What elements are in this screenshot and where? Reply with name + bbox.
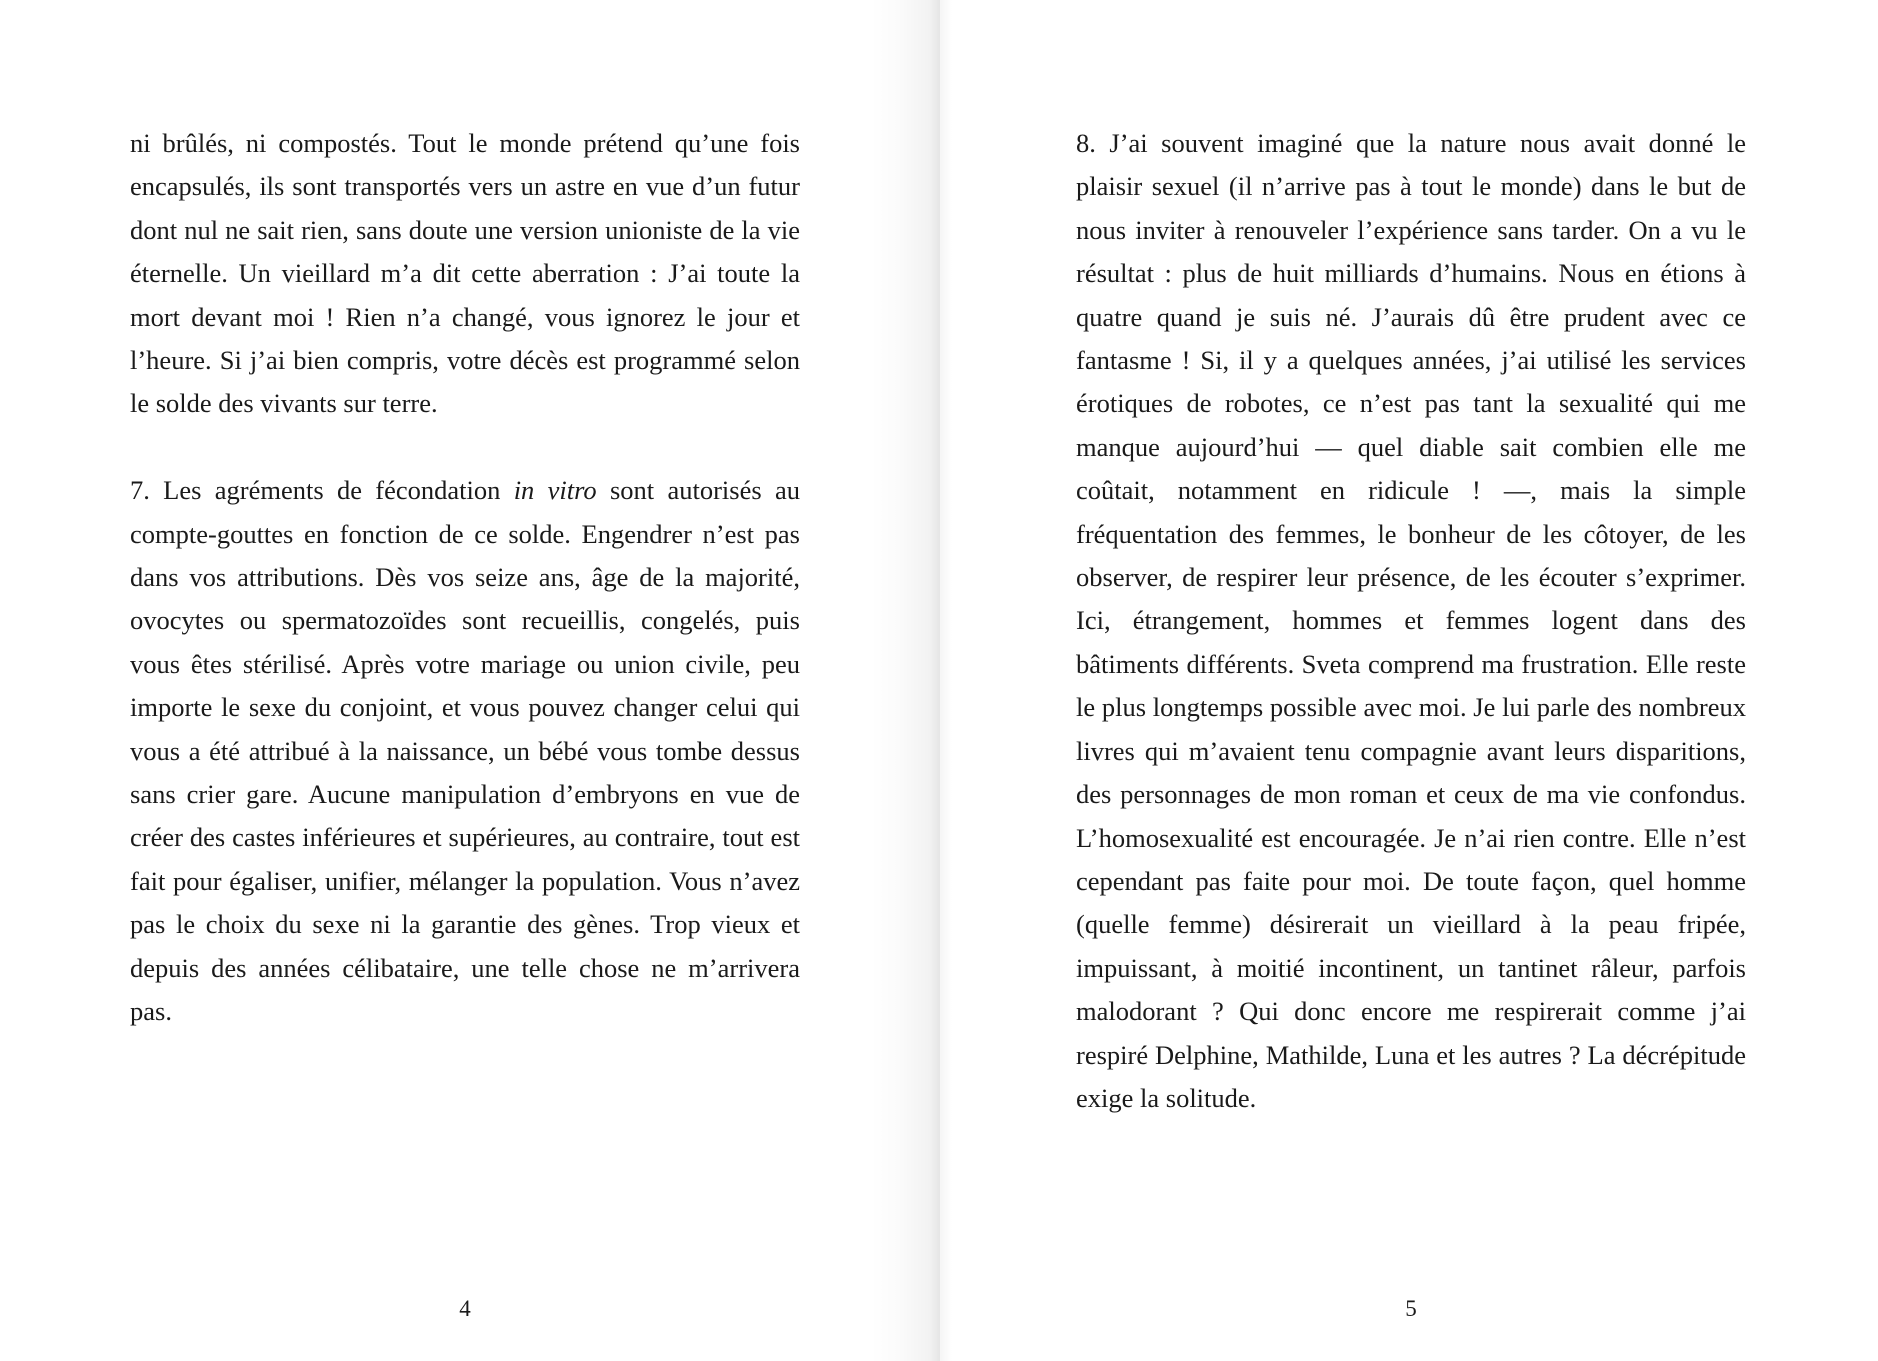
italic-text-segment: in vitro [513,475,597,506]
text-segment: 8. J’ai souvent imaginé que la nature nous avait donné le plaisir sexuel (il n’arrive pas à tout le monde) dans le but de nous inviter à renouveler l’expérience sans tarder. On a vu le résultat : plus de huit milliards d’humains. Nous en étions à quatre quand je suis né. J’aurais dû être prudent avec ce fantasme ! Si, il y a quelques années, j’ai utilisé les services érotiques de robotes, ce n’est pas tant la sexualité qui me manque aujourd’hui — quel diable sait combien elle me coûtait, notamment en ridicule ! —, mais la simple fréquentation des femmes, le bonheur de les côtoyer, de les observer, de respirer leur présence, de les écouter s’exprimer. Ici, étrangement, hommes et femmes logent dans des bâtiments différents. Sveta comprend ma frustration. Elle reste le plus longtemps possible avec moi. Je lui parle des nombreux livres qui m’avaient tenu compagnie avant leurs disparitions, des personnages de mon roman et ceux de ma vie confondus. L’homosexualité est encouragée. Je n’ai rien contre. Elle n’est cependant pas faite pour moi. De toute façon, quel homme (quelle femme) désirerait un vieillard à la peau fripée, impuissant, à moitié incontinent, un tantinet râleur, parfois malodorant ? Qui donc encore me respirerait comme j’ai respiré Delphine, Mathilde, Luna et les autres ? La décrépitude exige la solitude. [1076,128,1746,1113]
page-number: 5 [1405,1296,1417,1321]
left-page-text [130,122,800,1034]
paragraph [130,122,800,426]
gutter-shadow [870,0,940,1361]
right-page-text [1076,122,1746,1120]
text-segment: ni brûlés, ni compostés. Tout le monde prétend qu’une fois encapsulés, ils sont transportés vers un astre en vue d’un futur dont nul ne sait rien, sans doute une version unioniste de la vie éternelle. Un vieillard m’a dit cette aberration : J’ai toute la mort devant moi ! Rien n’a changé, vous ignorez le jour et l’heure. Si j’ai bien compris, votre décès est programmé selon le solde des vivants sur terre. [130,128,800,419]
paragraph [130,469,800,1033]
text-segment: 7. Les agréments de fécondation [130,475,514,506]
text-segment: sont autorisés au compte-gouttes en fonction de ce solde. Engendrer n’est pas dans vos attributions. Dès vos seize ans, âge de la majorité, ovocytes ou spermatozoïdes sont recueillis, congelés, puis vous êtes stérilisé. Après votre mariage ou union civile, peu importe le sexe du conjoint, et vous pouvez changer celui qui vous a été attribué à la naissance, un bébé vous tombe dessus sans crier gare. Aucune manipulation d’embryons en vue de créer des castes inférieures et supérieures, au contraire, tout est fait pour égaliser, unifier, mélanger la population. Vous n’avez pas le choix du sexe ni la garantie des gènes. Trop vieux et depuis des années célibataire, une telle chose ne m’arrivera pas. [130,475,801,1027]
paragraph [1076,122,1746,1120]
page-number: 4 [459,1296,471,1321]
right-page [940,0,1878,1361]
